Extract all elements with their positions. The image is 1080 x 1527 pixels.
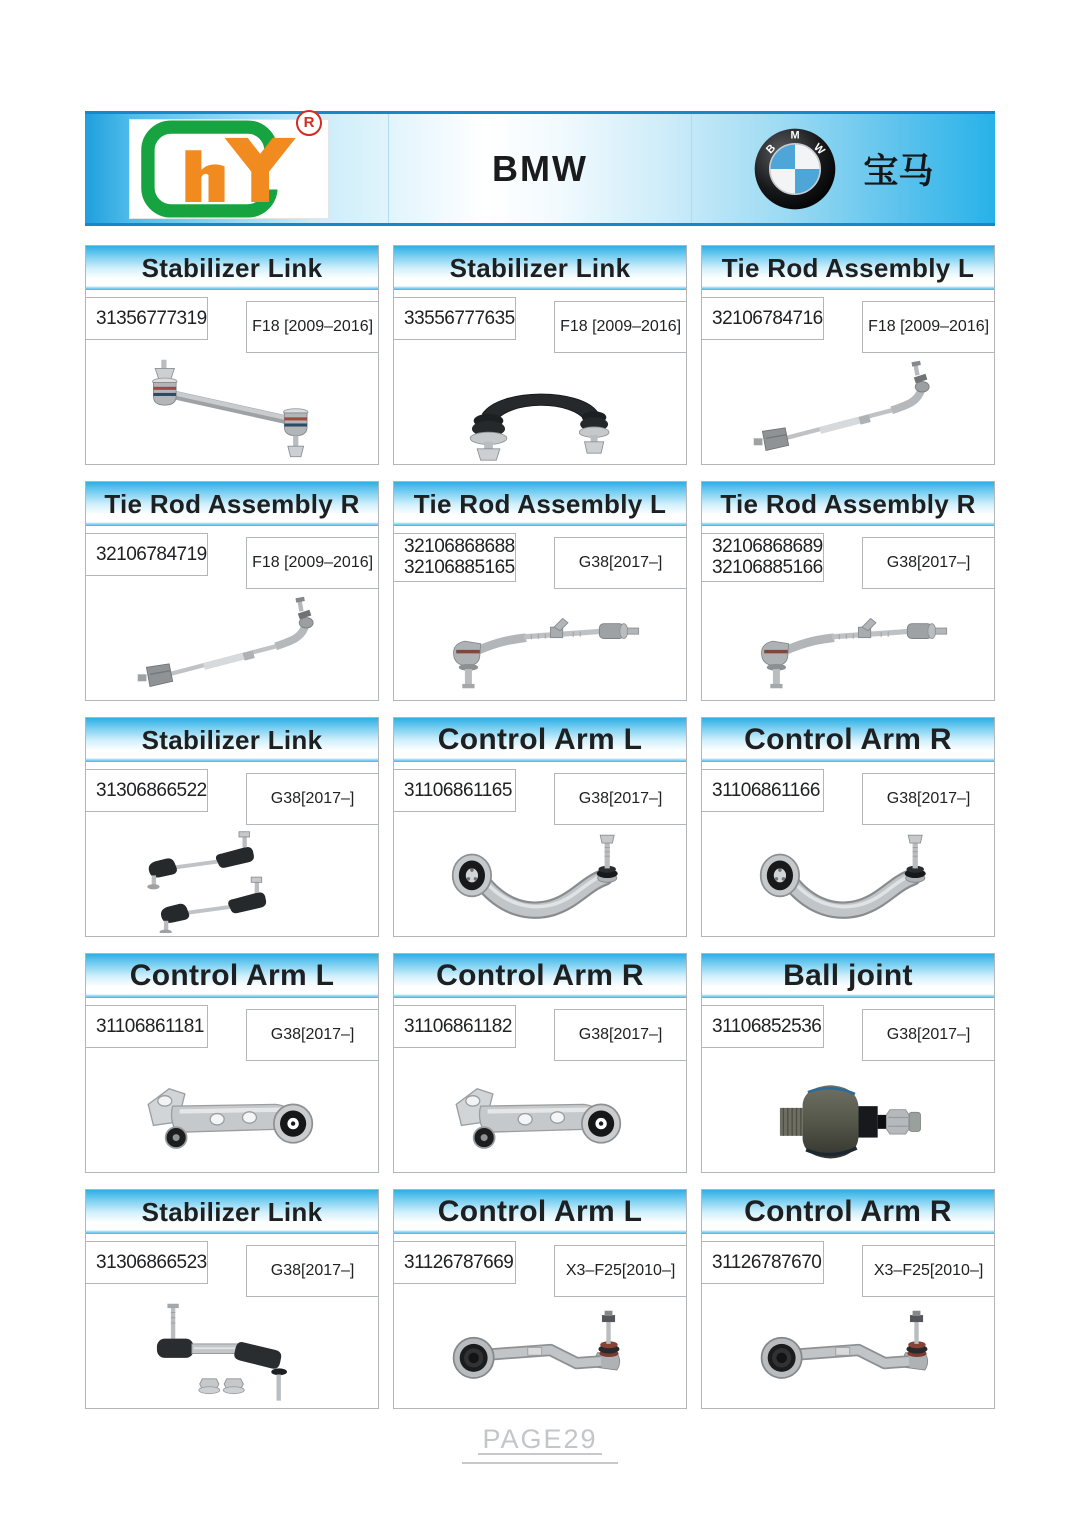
- part-number: 31106861166: [712, 779, 820, 801]
- bmw-roundel-icon: [753, 127, 837, 211]
- product-card: [701, 245, 995, 465]
- model-box: [862, 1009, 995, 1061]
- control-arm-f25-image: [705, 1302, 991, 1405]
- stabilizer-link-v-image: [89, 1302, 375, 1405]
- part-number: 31106861165: [404, 779, 512, 801]
- model-box: [554, 773, 687, 825]
- part-number: 31306866523: [96, 1251, 207, 1273]
- part-number: 33556777635: [404, 307, 515, 329]
- product-title-band: [394, 482, 686, 526]
- stabilizer-link-pair-image: [89, 830, 375, 933]
- product-title-band: [86, 246, 378, 290]
- product-card: [701, 1189, 995, 1409]
- part-number: 32106868689: [712, 536, 823, 557]
- product-title: Control Arm L: [437, 1195, 643, 1228]
- brand-name: BMW: [492, 147, 588, 189]
- product-title-band: [702, 482, 994, 526]
- product-info-row: [86, 998, 378, 1066]
- product-title-band: [394, 1190, 686, 1234]
- product-title: Tie Rod Assembly R: [104, 488, 360, 519]
- page-number-label: PAGE29: [482, 1424, 598, 1454]
- model-box: [862, 1245, 995, 1297]
- product-title-band: [702, 718, 994, 762]
- product-card: [393, 953, 687, 1173]
- header-brand-cell: [388, 114, 691, 223]
- product-title-band: [394, 954, 686, 998]
- model-label: G38[2017–]: [270, 1262, 355, 1279]
- catalog-header: [85, 111, 995, 226]
- product-info-row: [394, 998, 686, 1066]
- product-info-row: [86, 762, 378, 830]
- part-number-box: [85, 533, 208, 576]
- product-card: [393, 245, 687, 465]
- model-label: G38[2017–]: [270, 790, 355, 807]
- part-number-box: [701, 533, 824, 582]
- part-number-box: [701, 1241, 824, 1284]
- part-number: 31306866522: [96, 779, 207, 801]
- product-title: Stabilizer Link: [141, 724, 323, 755]
- product-title-band: [86, 718, 378, 762]
- brand-name-chinese: 宝马: [863, 151, 934, 191]
- company-logo: [129, 114, 329, 219]
- part-number-box: [701, 297, 824, 340]
- product-title-band: [702, 246, 994, 290]
- part-number: 31126787670: [712, 1251, 822, 1273]
- part-number-box: [393, 533, 516, 582]
- product-title: Tie Rod Assembly L: [721, 252, 975, 283]
- ball-joint-image: [705, 1066, 991, 1169]
- model-label: G38[2017–]: [578, 790, 663, 807]
- model-label: F18 [2009–2016]: [252, 554, 374, 571]
- product-card: [85, 1189, 379, 1409]
- product-info-row: [702, 290, 994, 358]
- product-title-band: [86, 1190, 378, 1234]
- product-title: Control Arm R: [744, 1195, 952, 1228]
- model-box: [554, 1245, 687, 1297]
- model-box: [246, 301, 379, 353]
- product-title: Control Arm L: [437, 723, 643, 756]
- product-info-row: [394, 762, 686, 830]
- stabilizer-link-rod-image: [89, 358, 375, 461]
- product-title: Control Arm L: [129, 959, 335, 992]
- product-info-row: [702, 998, 994, 1066]
- registered-trademark-icon: R: [296, 110, 322, 136]
- control-arm-curved-image: [397, 830, 683, 933]
- product-card: [393, 717, 687, 937]
- model-label: F18 [2009–2016]: [560, 318, 682, 335]
- model-label: F18 [2009–2016]: [252, 318, 374, 335]
- product-grid: [85, 245, 995, 1409]
- model-label: G38[2017–]: [578, 1026, 663, 1043]
- product-title: Stabilizer Link: [141, 1196, 323, 1227]
- model-label: X3–F25[2010–]: [565, 1262, 676, 1279]
- product-info-row: [702, 526, 994, 594]
- product-title: Stabilizer Link: [141, 252, 323, 283]
- part-number-box: [85, 1005, 208, 1048]
- part-number-box: [393, 769, 516, 812]
- part-number-box: [701, 1005, 824, 1048]
- product-title-band: [702, 1190, 994, 1234]
- product-card: [701, 953, 995, 1173]
- control-arm-curved-image: [705, 830, 991, 933]
- model-box: [554, 537, 687, 589]
- model-box: [862, 301, 995, 353]
- tie-rod-g38-image: [397, 594, 683, 697]
- model-box: [554, 301, 687, 353]
- svg-text:M: M: [790, 129, 800, 142]
- part-number-box: [393, 1241, 516, 1284]
- page-footer: [0, 1424, 1080, 1455]
- product-card: [701, 717, 995, 937]
- model-label: G38[2017–]: [578, 554, 663, 571]
- product-info-row: [86, 526, 378, 594]
- product-card: [85, 245, 379, 465]
- product-info-row: [86, 290, 378, 358]
- control-arm-f25-image: [397, 1302, 683, 1405]
- footer-underline-1: [478, 1453, 602, 1455]
- product-info-row: [86, 1234, 378, 1302]
- model-label: G38[2017–]: [886, 554, 971, 571]
- part-number: 31106852536: [712, 1015, 822, 1037]
- tie-rod-g38-image: [705, 594, 991, 697]
- control-arm-flat-image: [397, 1066, 683, 1169]
- model-label: F18 [2009–2016]: [868, 318, 990, 335]
- product-title: Tie Rod Assembly R: [720, 488, 976, 519]
- product-info-row: [394, 290, 686, 358]
- stabilizer-link-bar-image: [397, 358, 683, 461]
- model-box: [862, 773, 995, 825]
- product-card: [85, 481, 379, 701]
- part-number: 32106885165: [404, 557, 515, 579]
- model-label: G38[2017–]: [886, 790, 971, 807]
- svg-text:B: B: [764, 141, 779, 156]
- model-box: [246, 1245, 379, 1297]
- product-title: Control Arm R: [744, 723, 952, 756]
- control-arm-flat-image: [89, 1066, 375, 1169]
- model-box: [246, 537, 379, 589]
- part-number: 32106784716: [712, 307, 823, 329]
- product-title-band: [394, 718, 686, 762]
- part-number-box: [393, 297, 516, 340]
- part-number-box: [393, 1005, 516, 1048]
- product-card: [85, 953, 379, 1173]
- model-box: [246, 1009, 379, 1061]
- tie-rod-f18-image: [705, 358, 991, 461]
- part-number: 32106784719: [96, 543, 207, 565]
- product-card: [393, 481, 687, 701]
- part-number: 31106861181: [96, 1015, 204, 1037]
- model-box: [246, 773, 379, 825]
- product-title-band: [702, 954, 994, 998]
- part-number: 31356777319: [96, 307, 207, 329]
- part-number-box: [85, 769, 208, 812]
- product-card: [393, 1189, 687, 1409]
- header-logo-cell: [85, 114, 388, 223]
- model-box: [554, 1009, 687, 1061]
- part-number-box: [85, 1241, 208, 1284]
- product-card: [701, 481, 995, 701]
- part-number: 31106861182: [404, 1015, 512, 1037]
- model-label: X3–F25[2010–]: [873, 1262, 984, 1279]
- tie-rod-f18-image: [89, 594, 375, 697]
- header-brand-cn-cell: [692, 114, 995, 223]
- footer-underline-2: [462, 1462, 618, 1464]
- product-title: Control Arm R: [436, 959, 644, 992]
- product-title-band: [86, 482, 378, 526]
- product-title: Tie Rod Assembly L: [413, 488, 667, 519]
- model-label: G38[2017–]: [270, 1026, 355, 1043]
- svg-text:W: W: [811, 140, 828, 157]
- part-number: 31126787669: [404, 1251, 514, 1273]
- product-title-band: [86, 954, 378, 998]
- part-number-box: [85, 297, 208, 340]
- part-number-box: [701, 769, 824, 812]
- part-number: 32106868688: [404, 536, 515, 557]
- product-info-row: [394, 526, 686, 594]
- product-title-band: [394, 246, 686, 290]
- product-info-row: [394, 1234, 686, 1302]
- product-card: [85, 717, 379, 937]
- model-box: [862, 537, 995, 589]
- product-info-row: [702, 762, 994, 830]
- product-title: Ball joint: [783, 959, 913, 992]
- model-label: G38[2017–]: [886, 1026, 971, 1043]
- product-info-row: [702, 1234, 994, 1302]
- part-number: 32106885166: [712, 557, 823, 579]
- product-title: Stabilizer Link: [449, 252, 631, 283]
- chy-logo-icon: [130, 120, 328, 218]
